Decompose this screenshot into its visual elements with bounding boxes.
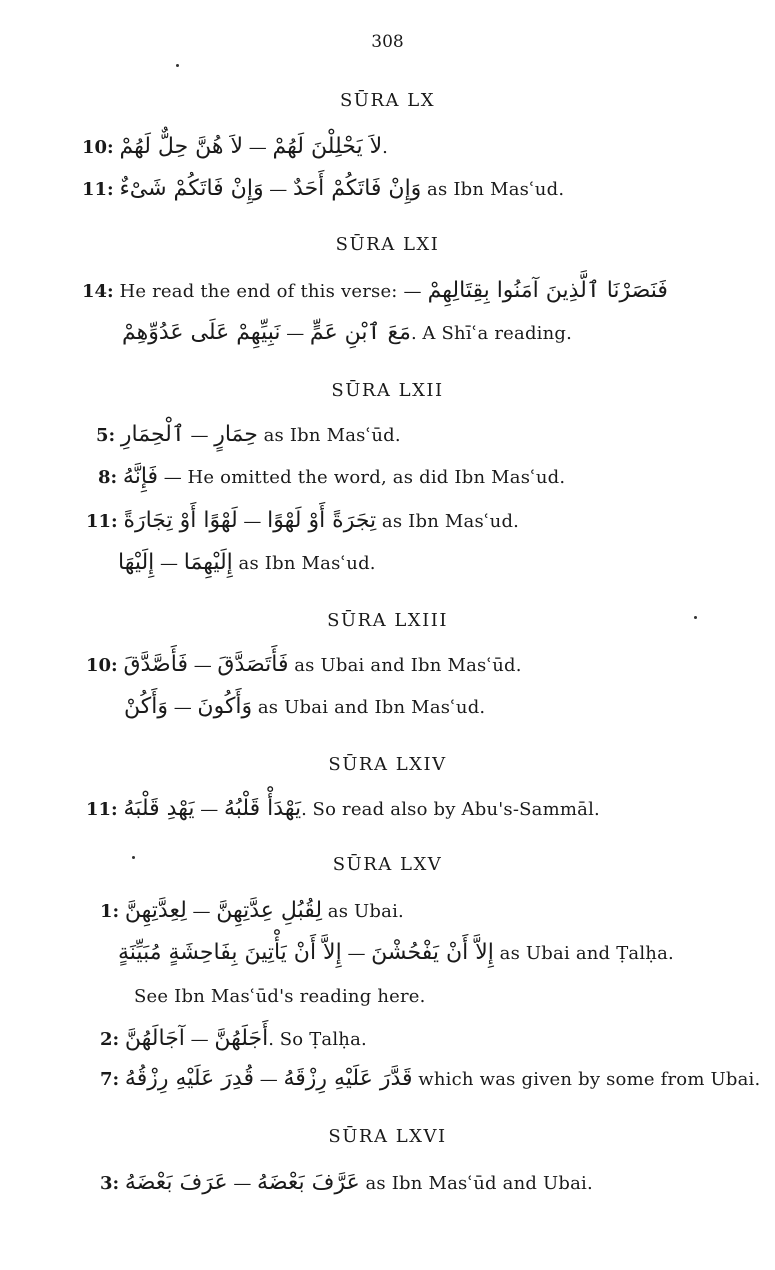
arabic-reading: لاَ يَحْلِلْنَ لَهُمْ xyxy=(272,134,383,159)
arabic-reading: أَجَلَهُنَّ xyxy=(214,1026,269,1051)
dash-separator: — xyxy=(341,943,372,964)
verse-line xyxy=(96,422,401,449)
verse-line xyxy=(86,508,519,535)
verse-line xyxy=(82,176,564,203)
verse-line xyxy=(134,984,426,1010)
note-text: as Ibn Masʿud. xyxy=(421,179,565,200)
sura-heading: SŪRA LXIII xyxy=(327,610,448,631)
dash-separator: — xyxy=(184,1029,215,1050)
dash-separator: — xyxy=(187,655,218,676)
verse-number: 11: xyxy=(86,511,118,532)
verse-line xyxy=(86,796,600,823)
note-text: — He omitted the word, as did Ibn Masʿud. xyxy=(158,467,566,488)
note-text: See Ibn Masʿūd's reading here. xyxy=(134,986,426,1007)
dash-separator: — xyxy=(227,1173,258,1194)
arabic-reading: وَأَكُنْ xyxy=(124,694,168,719)
note-text: which was given by some from Ubai. xyxy=(412,1069,761,1090)
verse-number: 14: xyxy=(82,281,114,302)
arabic-reading: قَدَّرَ عَلَيْهِ رِزْقَهُ xyxy=(283,1066,413,1091)
arabic-reading: وَإِنْ فَاتَكُمْ أَحَدٌ xyxy=(293,176,422,201)
arabic-reading: قُدِرَ عَلَيْهِ رِزْقُهُ xyxy=(124,1066,254,1091)
arabic-reading: إِلَيْهَا xyxy=(118,550,155,575)
note-text: . xyxy=(382,137,388,158)
arabic-reading: آجَالَهُنَّ xyxy=(124,1026,185,1051)
arabic-reading: فَأَتَصَدَّقَ xyxy=(217,652,289,677)
verse-line xyxy=(100,1170,593,1197)
verse-line xyxy=(100,1066,760,1093)
note-text: as Ibn Masʿud. xyxy=(232,553,376,574)
sura-heading: SŪRA LXVI xyxy=(328,1126,447,1147)
note-text: as Ubai and Ibn Masʿud. xyxy=(252,697,486,718)
verse-line xyxy=(118,550,376,577)
note-text: . A Shīʿa reading. xyxy=(410,323,573,344)
dash-separator: — xyxy=(280,323,310,344)
arabic-reading: إِلاَّ أَنْ يَفْحُشْنَ xyxy=(371,940,494,965)
verse-number: 11: xyxy=(86,799,118,820)
arabic-reading: إِلَيْهِمَا xyxy=(183,550,233,575)
verse-number: 11: xyxy=(82,179,114,200)
verse-line xyxy=(124,694,485,721)
verse-number: 8: xyxy=(98,467,118,488)
dash-separator: — xyxy=(237,511,268,532)
verse-line xyxy=(100,898,404,925)
verse-number: 7: xyxy=(100,1069,120,1090)
dash-separator: — xyxy=(263,179,294,200)
sura-heading: SŪRA LXIV xyxy=(328,754,447,775)
sura-heading: SŪRA LXII xyxy=(331,380,444,401)
page-number: 308 xyxy=(371,32,404,52)
note-text: as Ubai and Ṭalḥa. xyxy=(493,943,674,964)
verse-line xyxy=(118,940,674,967)
verse-number: 5: xyxy=(96,425,116,446)
arabic-reading: لَهْوًا أَوْ تِجَارَةً xyxy=(123,508,238,533)
verse-number: 2: xyxy=(100,1029,120,1050)
dash-separator: — xyxy=(186,901,217,922)
dash-separator: — xyxy=(154,553,184,574)
arabic-reading: لِقُبُلِ عِدَّتِهِنَّ xyxy=(216,898,323,923)
note-text: as Ubai and Ibn Masʿūd. xyxy=(288,655,522,676)
arabic-reading: يَهْدَأْ قَلْبُهُ xyxy=(223,796,302,821)
arabic-reading: فَنَصَرْنَا ٱلَّذِينَ آمَنُوا بِقِتَالِهِمْ xyxy=(427,278,668,303)
verse-line xyxy=(98,464,565,491)
arabic-reading: فَإِنَّهُ xyxy=(122,464,159,489)
dash-separator: — xyxy=(253,1069,284,1090)
sura-heading: SŪRA LXI xyxy=(335,234,440,255)
note-text: as Ibn Masʿūd. xyxy=(257,425,401,446)
note-text: as Ubai. xyxy=(322,901,404,922)
arabic-reading: وَإِنْ فَاتَكُمْ شَىْءٌ xyxy=(119,176,264,201)
arabic-reading: لِعِدَّتِهِنَّ xyxy=(124,898,187,923)
arabic-reading: حِمَارٍ xyxy=(214,422,258,447)
verse-number: 3: xyxy=(100,1173,120,1194)
arabic-reading: عَرَفَ بَعْضَهُ xyxy=(124,1170,228,1195)
scan-speck xyxy=(132,856,135,859)
arabic-reading: فَأَصَّدَّقَ xyxy=(123,652,188,677)
verse-number: 1: xyxy=(100,901,120,922)
arabic-reading: لاَ هُنَّ حِلٌّ لَهُمْ xyxy=(119,134,244,159)
dash-separator: — xyxy=(167,697,198,718)
note-text: He read the end of this verse: — xyxy=(119,281,428,302)
arabic-reading: وَأَكُونَ xyxy=(197,694,253,719)
verse-line xyxy=(82,134,388,161)
arabic-reading: نَبِيِّهِمْ عَلَى عَدُوِّهِمْ xyxy=(122,320,281,345)
note-text: . So Ṭalḥa. xyxy=(268,1029,367,1050)
note-text: as Ibn Masʿud. xyxy=(376,511,520,532)
arabic-reading: يَهْدِ قَلْبَهُ xyxy=(123,796,195,821)
arabic-reading: عَرَّفَ بَعْضَهُ xyxy=(257,1170,360,1195)
arabic-reading: مَعَ ٱبْنِ عَمٍّ xyxy=(309,320,411,345)
dash-separator: — xyxy=(194,799,224,820)
sura-heading: SŪRA LX xyxy=(339,90,436,111)
note-text: as Ibn Masʿūd and Ubai. xyxy=(359,1173,593,1194)
verse-line xyxy=(122,320,572,347)
sura-heading: SŪRA LXV xyxy=(332,854,443,875)
verse-line xyxy=(86,652,522,679)
arabic-reading: تِجَرَةً أَوْ لَهْوًا xyxy=(267,508,377,533)
verse-line xyxy=(100,1026,367,1053)
dash-separator: — xyxy=(184,425,215,446)
arabic-reading: ٱلْحِمَارِ xyxy=(120,422,185,447)
verse-number: 10: xyxy=(82,137,114,158)
scan-speck xyxy=(176,64,179,67)
verse-number: 10: xyxy=(86,655,118,676)
note-text: . So read also by Abu's-Sammāl. xyxy=(301,799,600,820)
scan-speck xyxy=(694,616,697,619)
verse-line xyxy=(82,278,668,305)
dash-separator: — xyxy=(243,137,273,158)
arabic-reading: إِلاَّ أَنْ يَأْتِينَ بِفَاحِشَةٍ مُبَيِّنَةٍ xyxy=(118,940,342,965)
